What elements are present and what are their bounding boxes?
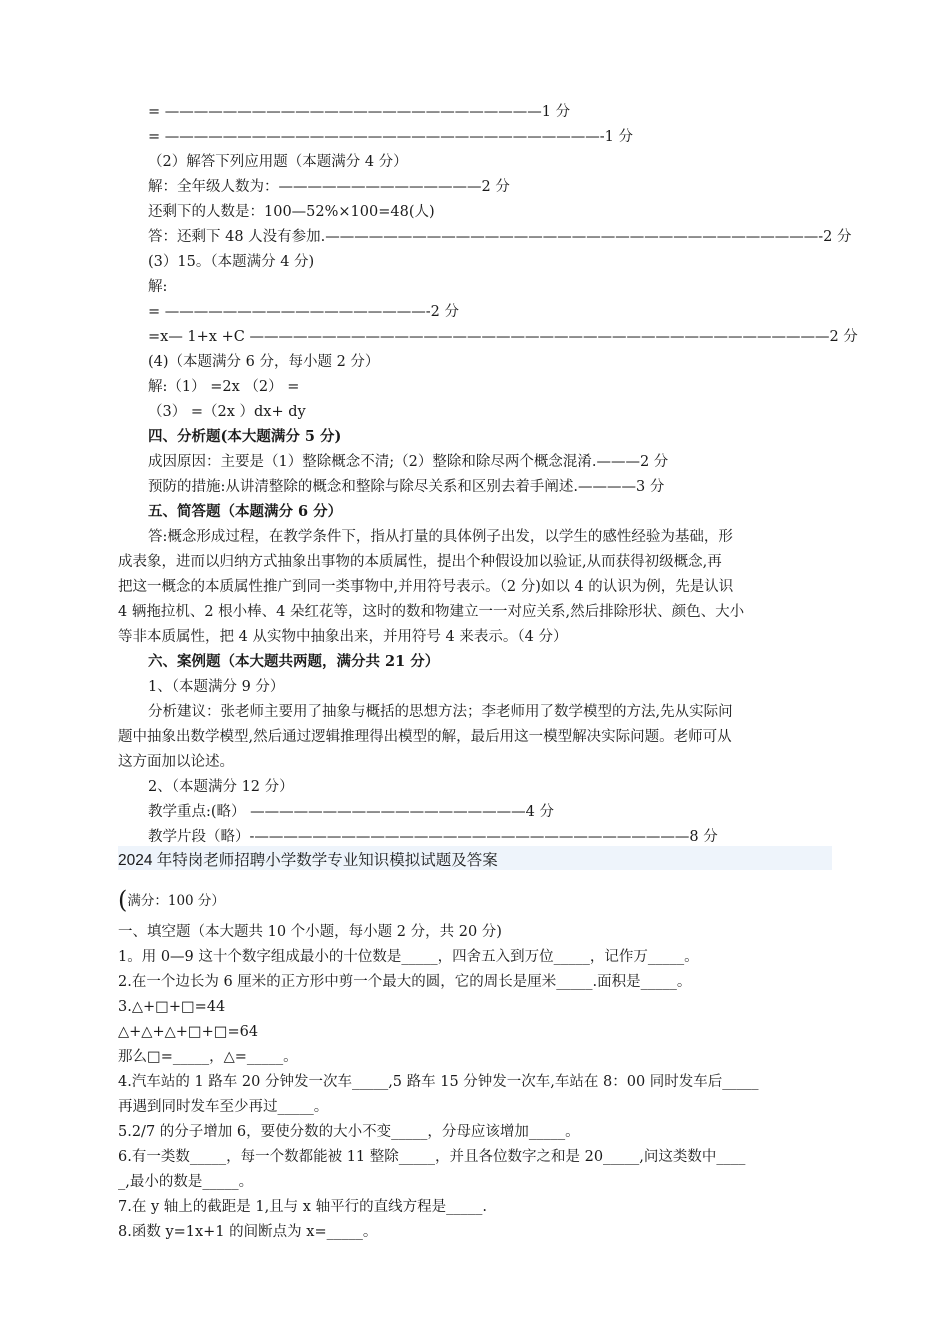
answer-line: = ——————————————————————————1 分 — [148, 104, 571, 120]
answer-line: 解：全年级人数为：——————————————2 分 — [148, 179, 510, 195]
answer-line: 教学片段（略）-——————————————————————————————8 分 — [148, 829, 718, 845]
answer-subheading: （2）解答下列应用题（本题满分 4 分） — [148, 154, 408, 170]
section-heading: 四、分析题(本大题满分 5 分) — [148, 428, 342, 445]
answer-line: 解:（1） =2x （2） = — [148, 379, 300, 395]
answer-subheading: (4)（本题满分 6 分，每小题 2 分） — [148, 354, 380, 370]
paragraph-line: 4 辆拖拉机、2 根小棒、4 朵红花等，这时的数和物建立一一对应关系,然后排除形状、颜色、大小 — [118, 604, 745, 620]
exam-title: 2024 年特岗老师招聘小学数学专业知识模拟试题及答案 — [118, 852, 498, 869]
part-heading: 一、填空题（本大题共 10 个小题，每小题 2 分，共 20 分) — [118, 924, 502, 940]
full-score-note — [118, 886, 225, 914]
paragraph-line: 这方面加以论述。 — [118, 754, 234, 770]
answer-subheading: (3）15。（本题满分 4 分) — [148, 254, 315, 270]
question-line: 5.2/7 的分子增加 6，要使分数的大小不变_____，分母应该增加_____。 — [118, 1124, 580, 1140]
answer-line: 答：还剩下 48 人没有参加.——————————————————————————————————-2 分 — [148, 229, 852, 245]
question-heading: 1、（本题满分 9 分） — [148, 679, 285, 695]
section-heading: 五、简答题（本题满分 6 分） — [148, 503, 343, 520]
score-paren: ( — [118, 886, 128, 914]
question-line: 2.在一个边长为 6 厘米的正方形中剪一个最大的圆，它的周长是厘米_____.面积是_____。 — [118, 974, 692, 990]
answer-line: 还剩下的人数是：100—52%×100=48(人) — [148, 204, 435, 220]
question-line: 3.△+□+□=44 — [118, 999, 226, 1015]
question-line: 4.汽车站的 1 路车 20 分钟发一次车_____,5 路车 15 分钟发一次车,车站在 8：00 同时发车后_____ — [118, 1074, 759, 1090]
answer-line: 解: — [148, 279, 168, 295]
question-line: 7.在 y 轴上的截距是 1,且与 x 轴平行的直线方程是_____. — [118, 1199, 487, 1215]
question-line: △+△+△+□+□=64 — [118, 1024, 259, 1040]
answer-line: = ——————————————————-2 分 — [148, 304, 459, 320]
score-text: 满分：100 分） — [127, 893, 225, 909]
question-line: 1。用 0—9 这十个数字组成最小的十位数是_____，四舍五入到万位_____，记作万_____。 — [118, 949, 699, 965]
paragraph-line: 题中抽象出数学模型,然后通过逻辑推理得出模型的解，最后用这一模型解决实际问题。老师可从 — [118, 729, 732, 745]
question-heading: 2、（本题满分 12 分） — [148, 779, 294, 795]
answer-line: 教学重点:(略） ———————————————————4 分 — [148, 804, 554, 820]
question-line: 再遇到同时发车至少再过_____。 — [118, 1099, 329, 1115]
question-line: 6.有一类数_____，每一个数都能被 11 整除_____，并且各位数字之和是 20_____,问这类数中____ — [118, 1149, 746, 1165]
paragraph-line: 答:概念形成过程，在教学条件下，指从打量的具体例子出发，以学生的感性经验为基础，形 — [148, 529, 733, 545]
question-line: _,最小的数是_____。 — [118, 1174, 254, 1190]
paragraph-line: 成因原因：主要是（1）整除概念不清;（2）整除和除尽两个概念混淆.———2 分 — [148, 454, 669, 470]
section-heading: 六、案例题（本大题共两题，满分共 21 分） — [148, 653, 440, 670]
paragraph-line: 成表象，进而以归纳方式抽象出事物的本质属性，提出个种假设加以验证,从而获得初级概念,再 — [118, 554, 722, 570]
paragraph-line: 分析建议：张老师主要用了抽象与概括的思想方法；李老师用了数学模型的方法,先从实际问 — [148, 704, 733, 720]
paragraph-line: 等非本质属性，把 4 从实物中抽象出来，并用符号 4 来表示。（4 分） — [118, 629, 568, 645]
answer-line: = ——————————————————————————————-1 分 — [148, 129, 633, 145]
answer-line: =x— 1+x +C ————————————————————————————————————————2 分 — [148, 329, 858, 345]
answer-line: （3） =（2x ）dx+ dy — [148, 404, 306, 420]
paragraph-line: 预防的措施:从讲清整除的概念和整除与除尽关系和区别去着手阐述.————3 分 — [148, 479, 665, 495]
question-line: 8.函数 y=1x+1 的间断点为 x=_____。 — [118, 1224, 378, 1240]
paragraph-line: 把这一概念的本质属性推广到同一类事物中,并用符号表示。（2 分)如以 4 的认识为例，先是认识 — [118, 579, 734, 595]
question-line: 那么□=_____，△=_____。 — [118, 1049, 298, 1065]
